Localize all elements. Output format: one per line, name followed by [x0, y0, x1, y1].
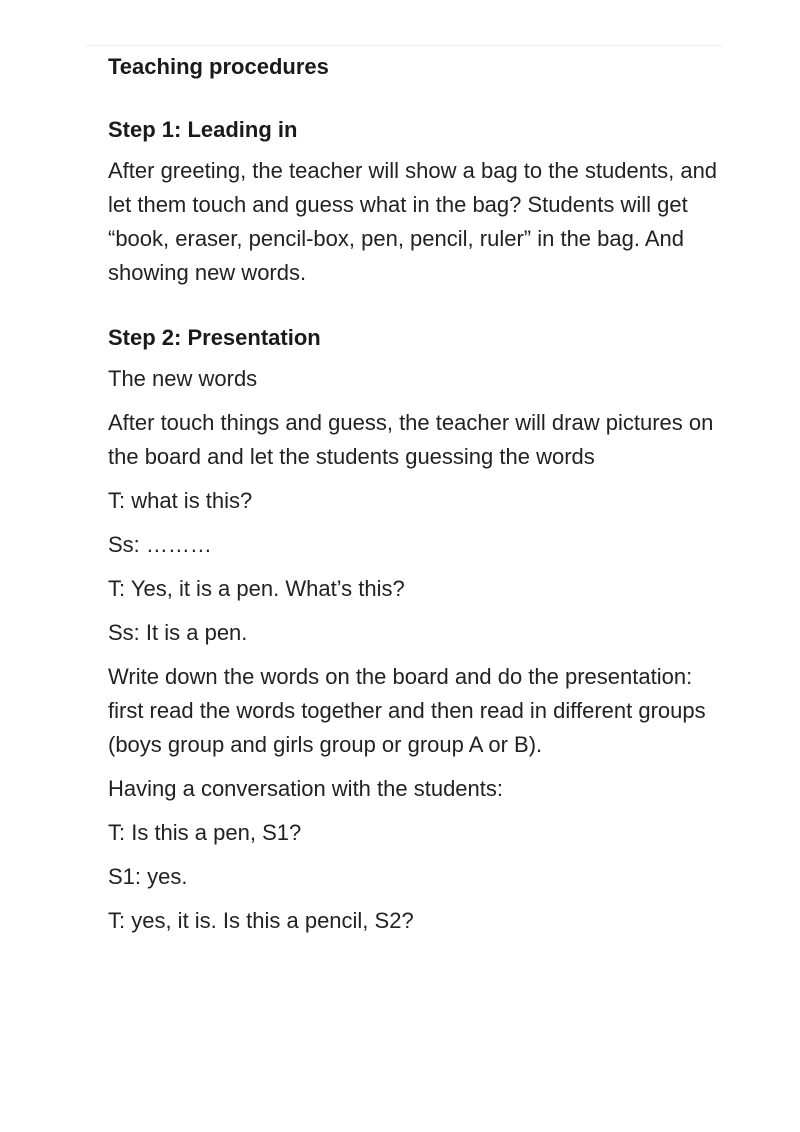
- dialogue-line: Ss: ………: [108, 532, 212, 557]
- dialogue-line: S1: yes.: [108, 864, 188, 889]
- dialogue-line: T: yes, it is. Is this a pencil, S2?: [108, 908, 414, 933]
- document-body: [108, 52, 718, 938]
- dialogue-line: T: what is this?: [108, 488, 253, 513]
- step-1-title: Step 1: Leading in: [108, 117, 298, 142]
- new-words-label: The new words: [108, 366, 258, 391]
- dialogue-line: T: Yes, it is a pen. What’s this?: [108, 576, 405, 601]
- step-1-paragraph: After greeting, the teacher will show a bag to the students, and let them touch and guess what in the bag? Students will get “book, eraser, pencil-box, pen, pencil, ruler” in the bag. And showing new words.: [108, 158, 718, 285]
- step-2-paragraph: Having a conversation with the students:: [108, 776, 504, 801]
- step-2-title: Step 2: Presentation: [108, 325, 321, 350]
- step-1-section: [108, 115, 718, 290]
- dialogue-line: Ss: It is a pen.: [108, 620, 248, 645]
- step-2-section: [108, 323, 718, 938]
- step-2-paragraph: Write down the words on the board and do the presentation: first read the words together and then read in different groups (boys group and girls group or group A or B).: [108, 664, 706, 757]
- step-2-paragraph: After touch things and guess, the teacher will draw pictures on the board and let the students guessing the words: [108, 410, 714, 469]
- dialogue-line: T: Is this a pen, S1?: [108, 820, 302, 845]
- top-divider: [86, 45, 722, 46]
- document-title: Teaching procedures: [108, 54, 329, 79]
